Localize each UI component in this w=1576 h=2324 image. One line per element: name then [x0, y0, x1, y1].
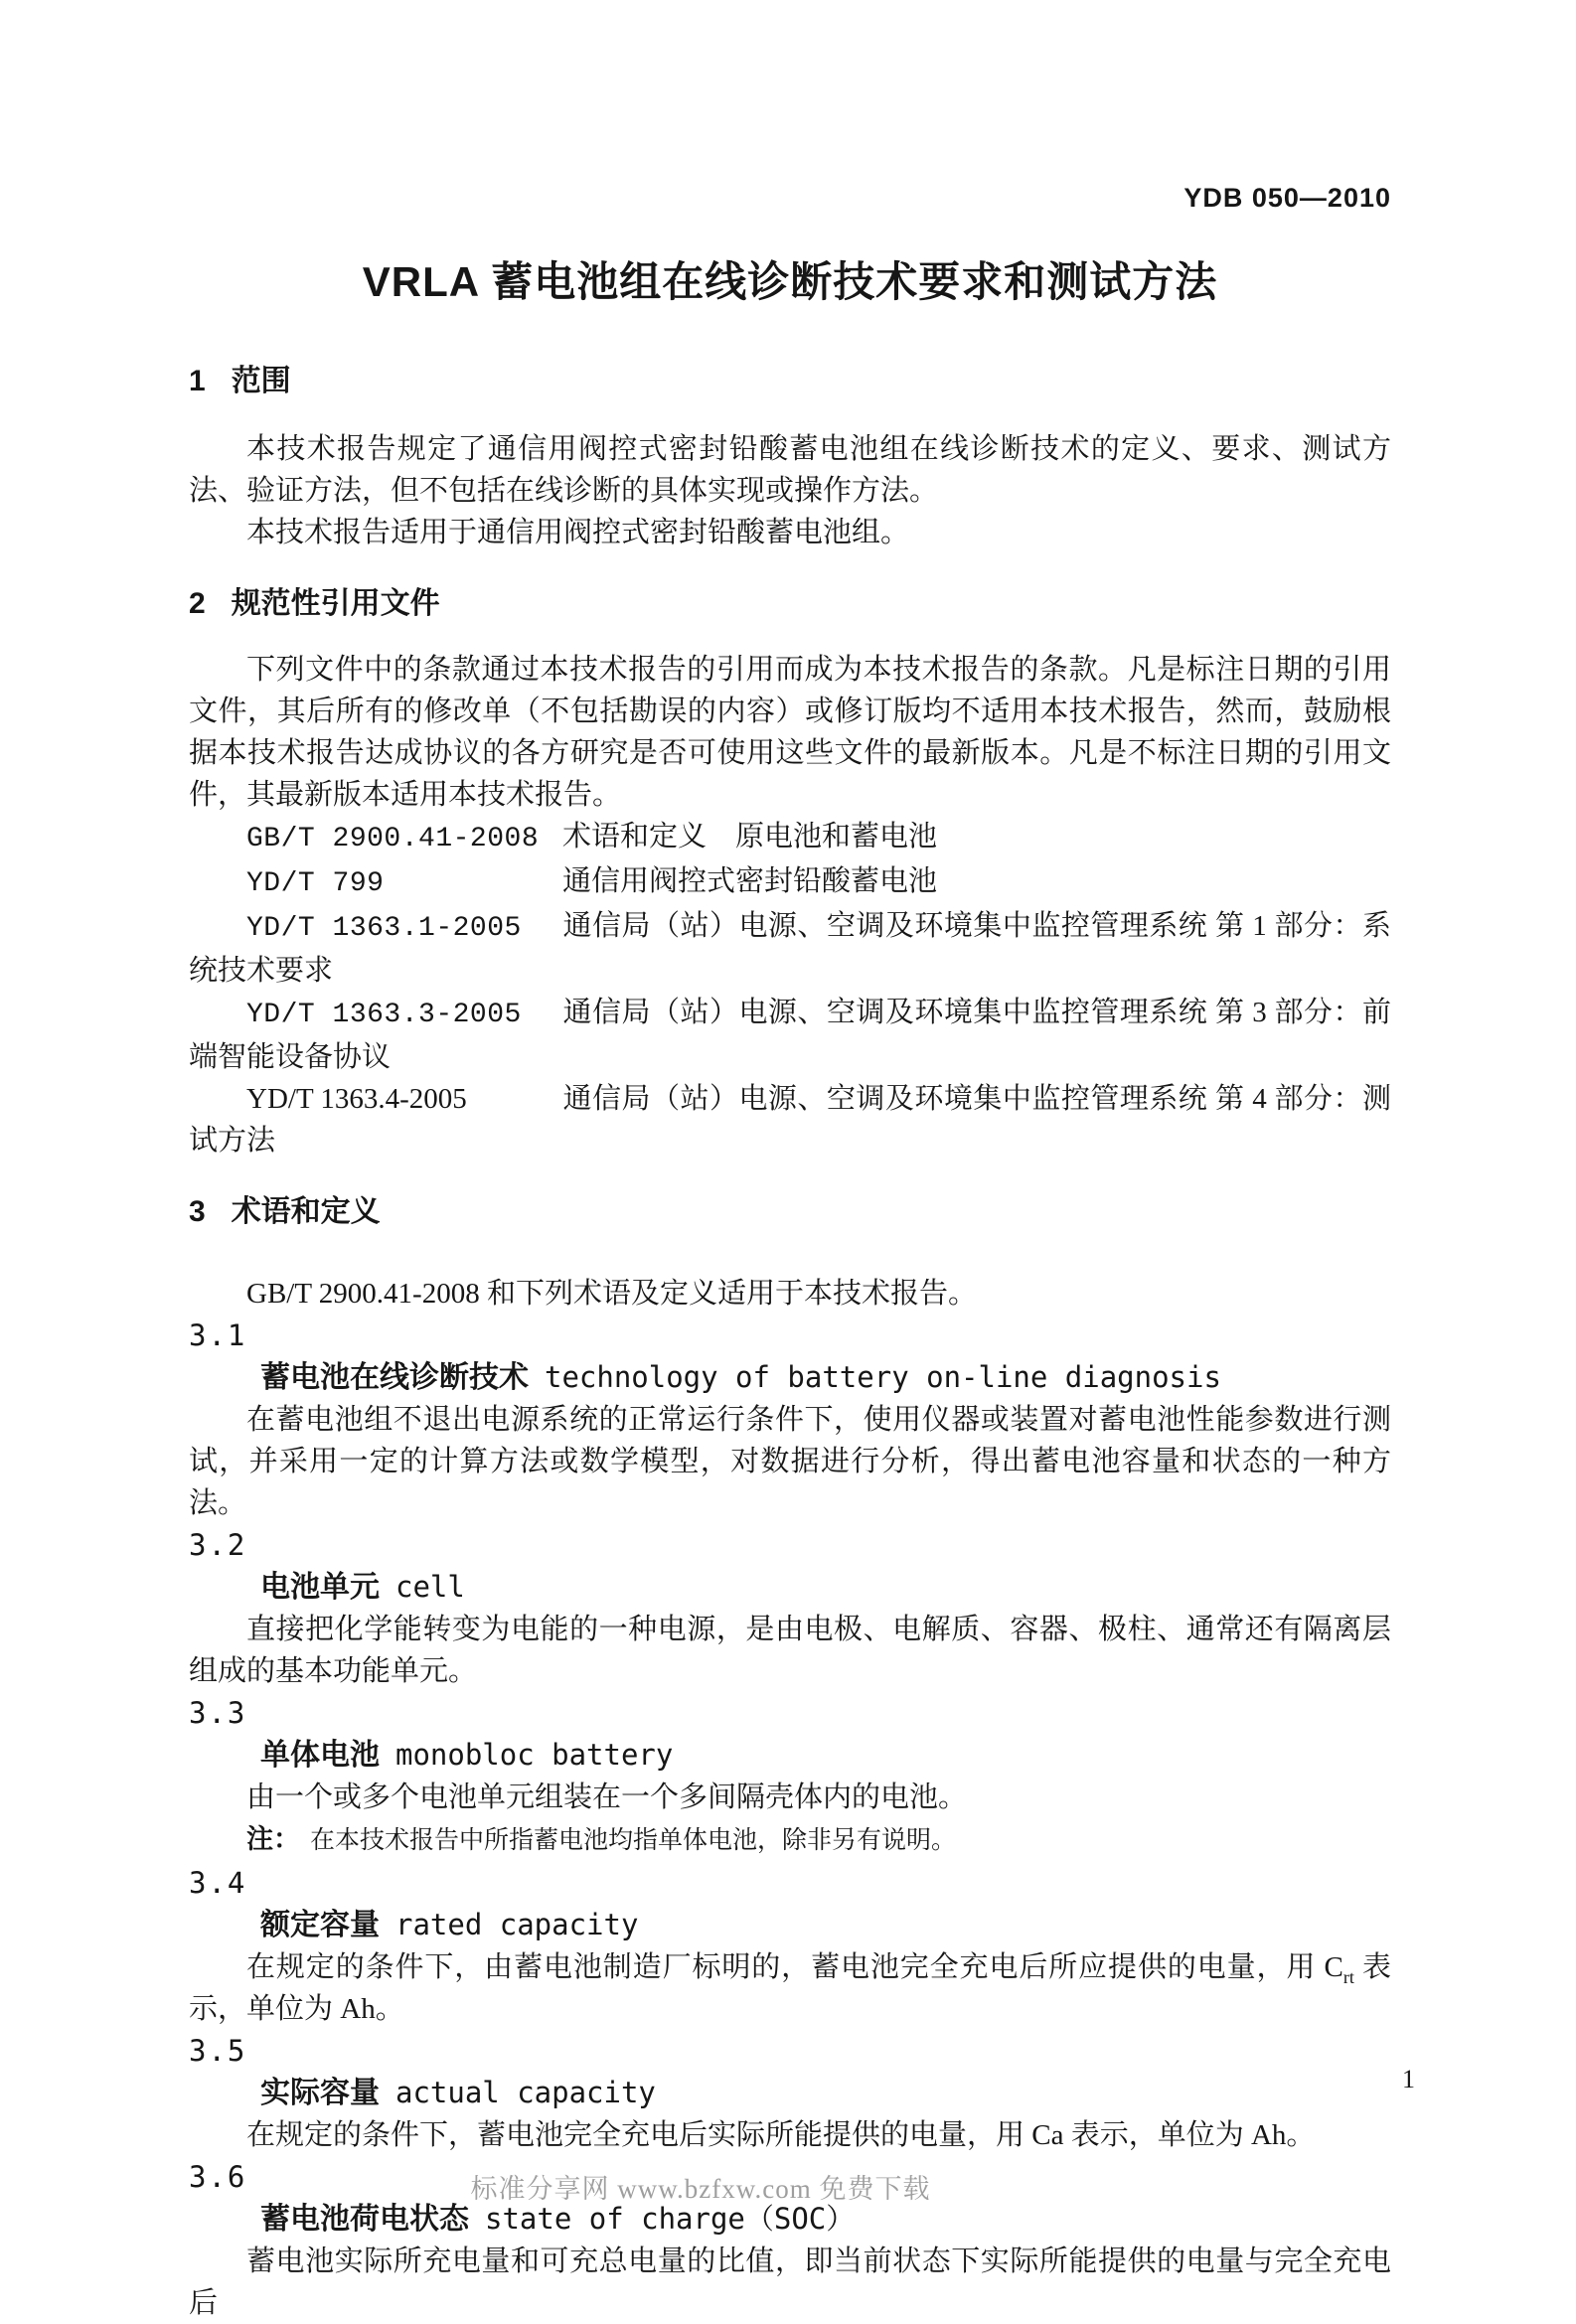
term-definition: 直接把化学能转变为电能的一种电源，是由电极、电解质、容器、极柱、通常还有隔离层组成的基本功能单元。 — [189, 1614, 1391, 1688]
term-note — [189, 1818, 1391, 1862]
term-number: 3.5 — [189, 2034, 247, 2069]
reference-item — [189, 905, 1391, 992]
reference-label: YD/T 799 — [246, 868, 385, 900]
term-block — [189, 1692, 1391, 1862]
term-name-en: actual capacity — [395, 2076, 656, 2110]
paragraph: 本技术报告适用于通信用阀控式密封铅酸蓄电池组。 — [246, 517, 910, 549]
reference-item — [189, 1078, 1391, 1162]
reference-title: 通信局（站）电源、空调及环境集中监控管理系统 第 1 部分：系统技术要求 — [189, 910, 1391, 988]
section-title: 规范性引用文件 — [231, 587, 440, 621]
section-number: 2 — [189, 587, 206, 621]
term-name-en: cell — [395, 1570, 465, 1605]
term-name-en: technology of battery on-line diagnosis — [545, 1360, 1221, 1395]
section-2-heading — [189, 583, 1391, 625]
paragraph: GB/T 2900.41-2008 和下列术语及定义适用于本技术报告。 — [246, 1278, 977, 1311]
term-name — [189, 1734, 1391, 1777]
term-block — [189, 1862, 1391, 2030]
footer-watermark: 标准分享网 www.bzfxw.com 免费下载 — [470, 2174, 931, 2204]
reference-title: 术语和定义 原电池和蓄电池 — [562, 821, 938, 853]
term-name — [189, 1356, 1391, 1399]
term-name — [189, 2198, 1391, 2241]
paragraph: 下列文件中的条款通过本技术报告的引用而成为本技术报告的条款。凡是标注日期的引用文件，其后所有的修改单（不包括勘误的内容）或修订版均不适用本技术报告，然而，鼓励根据本技术报告达成协议的各方研究是否可使用这些文件的最新版本。凡是不标注日期的引用文件，其最新版本适用本技术报告。 — [189, 654, 1391, 812]
section-title: 术语和定义 — [231, 1195, 381, 1229]
term-name-zh: 蓄电池在线诊断技术 — [260, 1361, 529, 1395]
standard-number: YDB 050—2010 — [1183, 183, 1391, 213]
reference-label: YD/T 1363.3-2005 — [246, 1000, 522, 1031]
term-name — [189, 1566, 1391, 1609]
capacity-subscript: rt — [1342, 1967, 1354, 1988]
term-name-zh: 实际容量 — [260, 2077, 380, 2110]
term-name-zh: 蓄电池荷电状态 — [260, 2203, 469, 2237]
term-definition: 蓄电池实际所充电量和可充总电量的比值，即当前状态下实际所能提供的电量与完全充电后 — [189, 2246, 1391, 2320]
reference-title: 通信局（站）电源、空调及环境集中监控管理系统 第 3 部分：前端智能设备协议 — [189, 997, 1391, 1074]
section-title: 范围 — [231, 365, 291, 398]
reference-title: 通信局（站）电源、空调及环境集中监控管理系统 第 4 部分：测试方法 — [189, 1083, 1391, 1158]
section-1-heading — [189, 361, 1391, 402]
term-definition — [189, 1946, 1391, 2030]
term-name — [189, 1904, 1391, 1946]
definition-text: 表示，单位为 Ah。 — [189, 1951, 1391, 2026]
term-definition: 在规定的条件下，蓄电池完全充电后实际所能提供的电量，用 Ca 表示，单位为 Ah。 — [246, 2119, 1316, 2152]
term-block — [189, 1315, 1391, 1524]
reference-item — [189, 992, 1391, 1078]
term-name — [189, 2072, 1391, 2114]
term-name-en: monobloc battery — [395, 1738, 674, 1773]
section-number: 1 — [189, 365, 206, 398]
term-number: 3.1 — [189, 1318, 247, 1353]
reference-item — [189, 816, 1391, 860]
reference-label: GB/T 2900.41-2008 — [246, 824, 540, 855]
term-number: 3.6 — [189, 2160, 247, 2195]
term-number: 3.3 — [189, 1696, 247, 1731]
term-definition: 由一个或多个电池单元组装在一个多间隔壳体内的电池。 — [246, 1782, 968, 1814]
section-3-heading — [189, 1191, 1391, 1233]
paragraph: 本技术报告规定了通信用阀控式密封铅酸蓄电池组在线诊断技术的定义、要求、测试方法、验证方法，但不包括在线诊断的具体实现或操作方法。 — [189, 433, 1391, 508]
note-label: 注： — [246, 1824, 300, 1855]
page-number: 1 — [1402, 2065, 1415, 2093]
term-name-en: rated capacity — [395, 1908, 639, 1942]
term-number: 3.4 — [189, 1866, 247, 1901]
term-block — [189, 1524, 1391, 1692]
term-number: 3.2 — [189, 1528, 247, 1563]
term-definition: 在蓄电池组不退出电源系统的正常运行条件下，使用仪器或装置对蓄电池性能参数进行测试，并采用一定的计算方法或数学模型，对数据进行分析，得出蓄电池容量和状态的一种方法。 — [189, 1404, 1391, 1520]
reference-label: YD/T 1363.4-2005 — [246, 1083, 467, 1116]
reference-item — [189, 860, 1391, 905]
term-name-zh: 额定容量 — [260, 1909, 380, 1942]
reference-label: YD/T 1363.1-2005 — [246, 913, 522, 945]
term-name-zh: 单体电池 — [260, 1739, 380, 1773]
definition-text: 在规定的条件下，由蓄电池制造厂标明的，蓄电池完全充电后所应提供的电量，用 C — [246, 1951, 1343, 1984]
term-name-zh: 电池单元 — [260, 1571, 380, 1605]
reference-title: 通信用阀控式密封铅酸蓄电池 — [562, 865, 938, 898]
term-block — [189, 2030, 1391, 2156]
section-number: 3 — [189, 1195, 206, 1229]
document-title: VRLA 蓄电池组在线诊断技术要求和测试方法 — [362, 258, 1218, 305]
note-text: 在本技术报告中所指蓄电池均指单体电池，除非另有说明。 — [310, 1827, 957, 1855]
term-name-en: state of charge（SOC） — [485, 2202, 856, 2237]
